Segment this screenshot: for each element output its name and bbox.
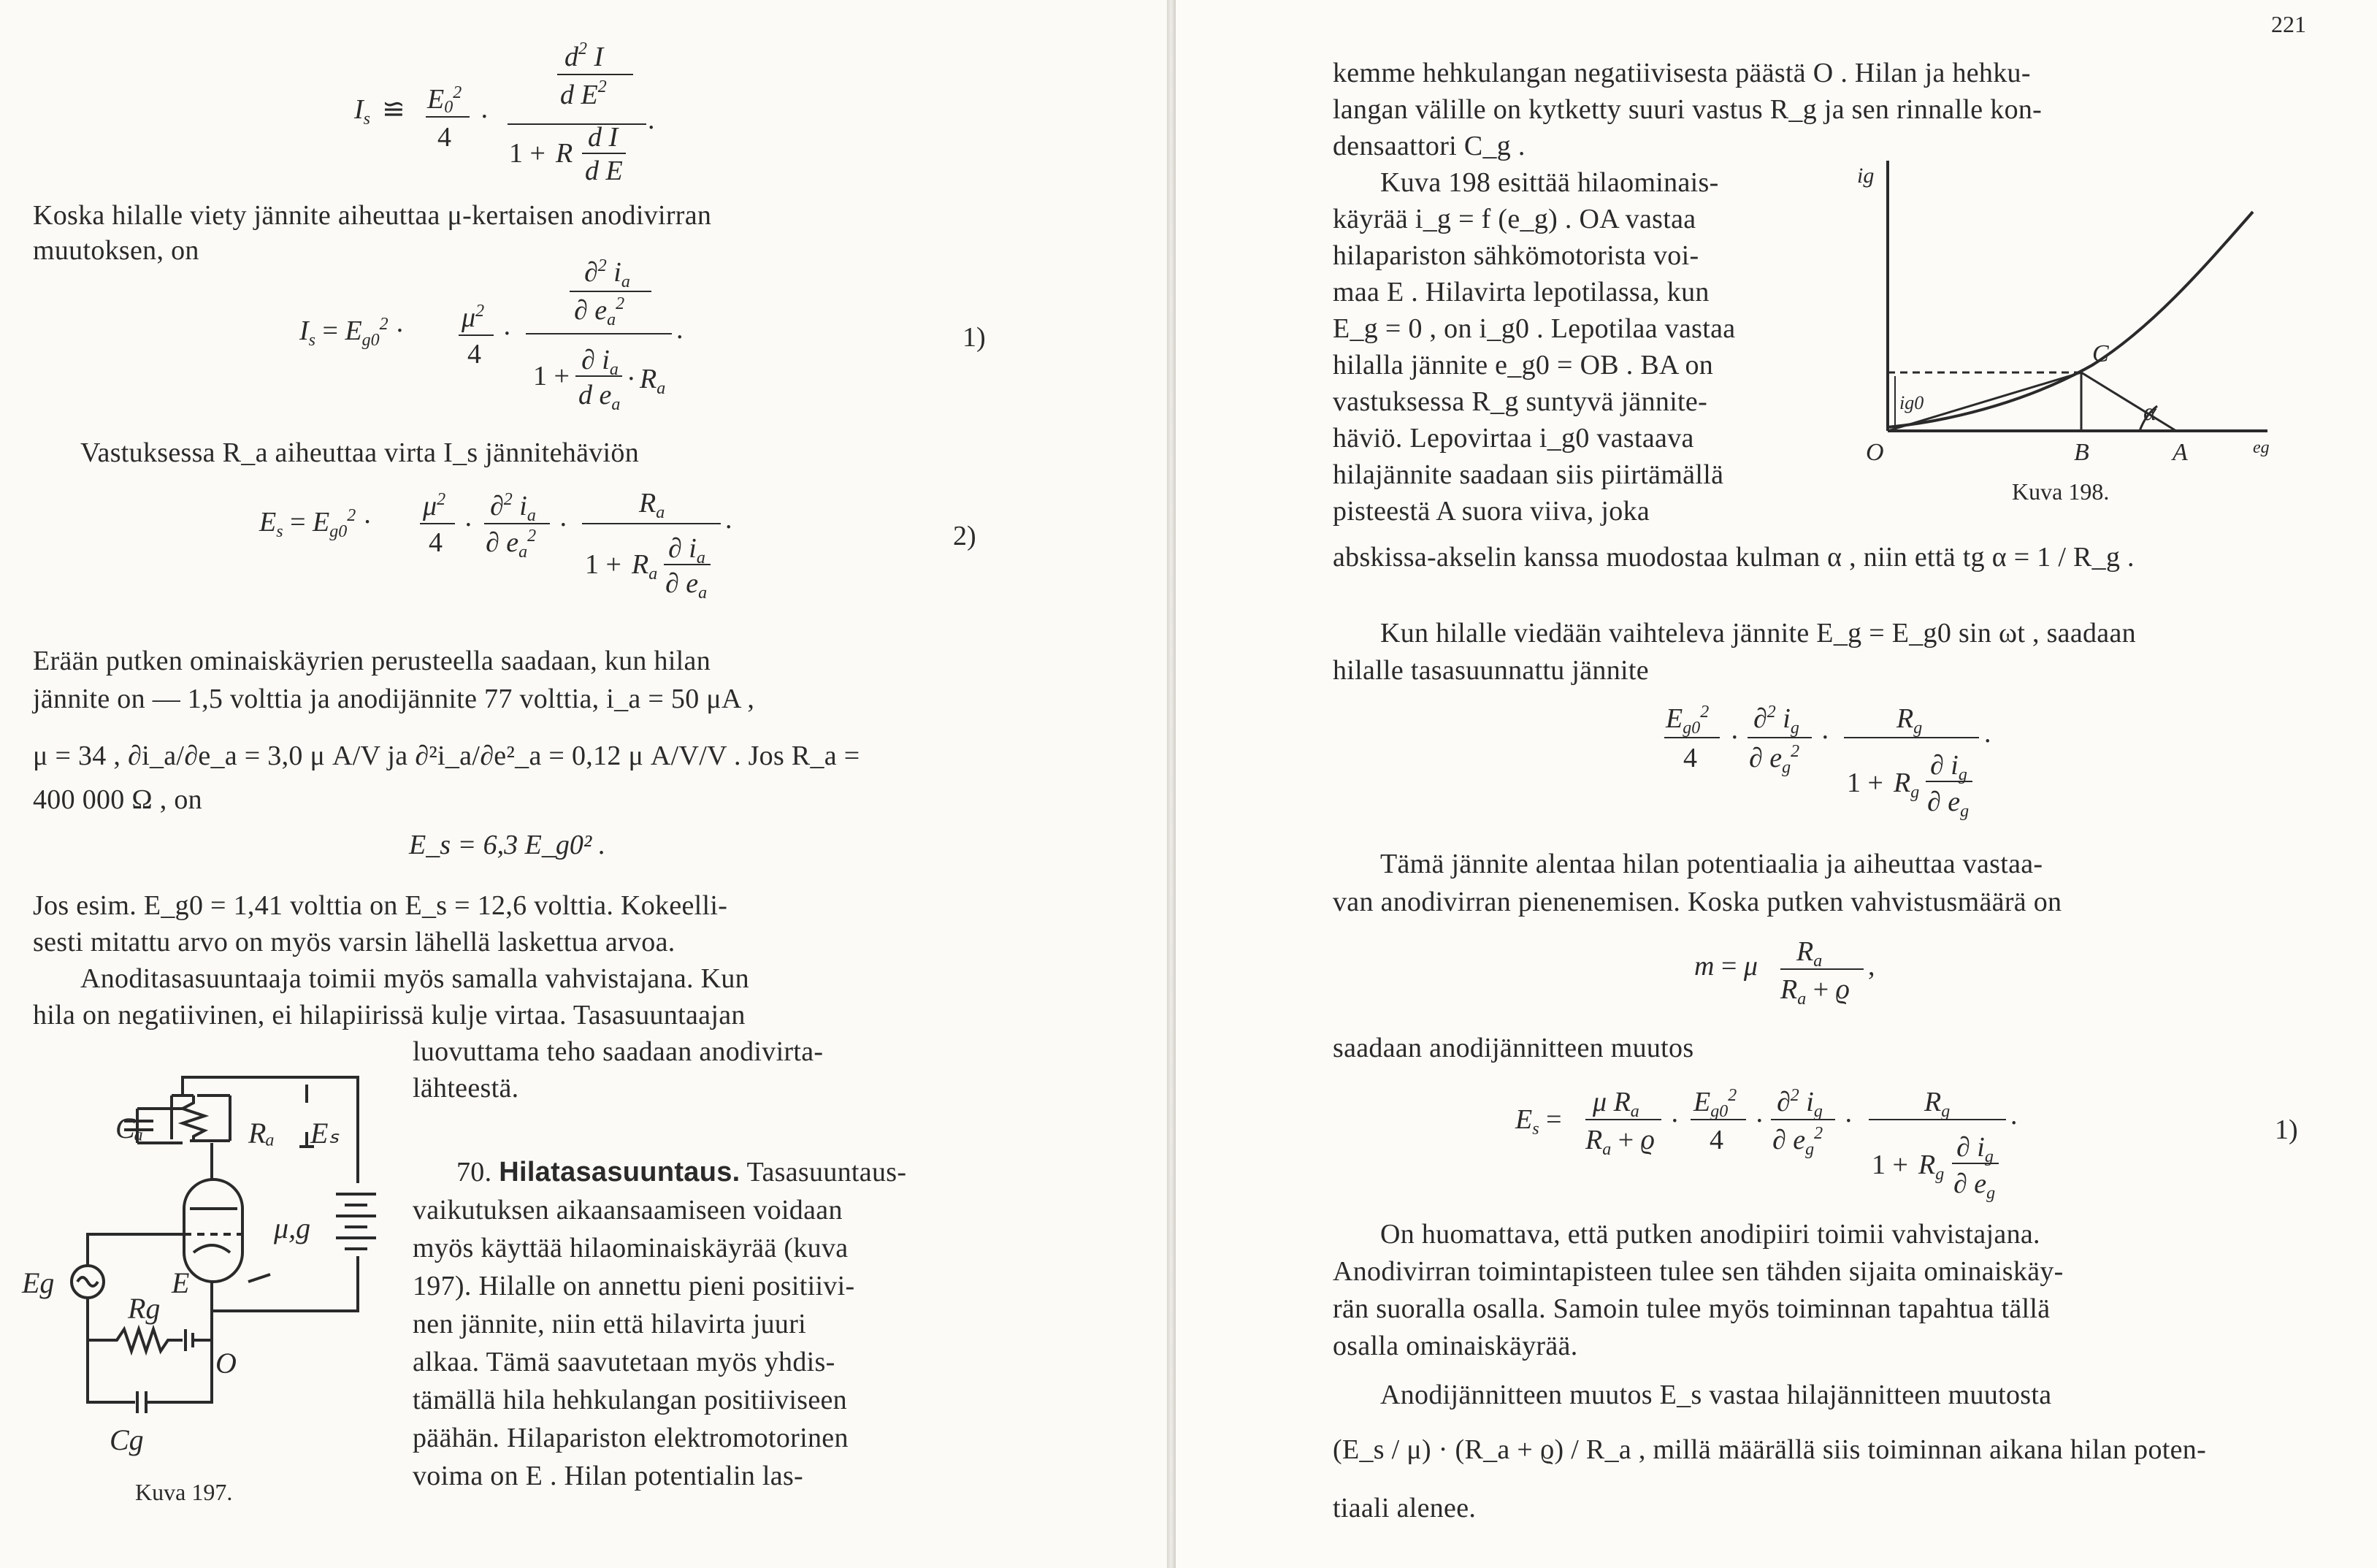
svg-text:μ2: $\mu^2$	[423, 490, 446, 521]
label-eg-axis: eg	[2253, 438, 2270, 457]
svg-text:E02: $E0^2$	[427, 83, 462, 117]
para2: Vastuksessa R_a aiheuttaa virta I_s jännitehäviön	[80, 437, 639, 468]
svg-text:Rg: $R_g$	[1894, 768, 1920, 802]
svg-text:4: 4	[1683, 743, 1697, 773]
svg-text:1 +: 1 +	[585, 549, 621, 580]
para-last-line-2: (E_s / μ) · (R_a + ϱ) / R_a , millä määrällä siis toiminnan aikana hilan poten-	[1333, 1434, 2207, 1465]
svg-text:∂ ea2: ∂ $e_a^2$	[486, 527, 537, 562]
label-e: E	[172, 1266, 190, 1299]
label-cg: Cg	[110, 1423, 144, 1456]
svg-text:Ra: $R_a$	[632, 549, 658, 584]
para4-cont-2: lähteestä.	[413, 1073, 519, 1104]
label-ig0: ig0	[1899, 392, 1924, 413]
intro-line-2: langan välille on kytketty suuri vastus R_g ja sen rinnalle kon-	[1333, 94, 2043, 125]
eq1-label: 1)	[962, 322, 986, 353]
label-eg: Eg	[22, 1266, 55, 1299]
equation-mid	[1661, 694, 2100, 821]
svg-text:Rg: $R_g$	[1924, 1087, 1951, 1121]
para3-line4: 400 000 Ω , on	[33, 784, 202, 815]
grid-characteristic-graph-198	[1844, 146, 2282, 467]
section-title: Hilatasasuuntaus.	[499, 1157, 740, 1188]
wrap-line-9: hilajännite saadaan siis piirtämällä	[1333, 459, 1724, 490]
svg-text:1 +: 1 +	[1847, 768, 1883, 798]
svg-text:Es = Eg02 ·: $E_s = E_{g0}^2$ ·	[259, 506, 372, 541]
label-a: A	[2173, 439, 2188, 466]
para-anod: saadaan anodijännitteen muutos	[1333, 1033, 1694, 1063]
equation-2	[252, 478, 909, 624]
svg-text:∂ eg: ∂ $e_g$	[1927, 787, 1970, 821]
intro-line-1: kemme hehkulangan negatiivisesta päästä O . Hilan ja hehku-	[1333, 58, 2031, 88]
figure-197-caption: Kuva 197.	[135, 1479, 233, 1505]
para-note-line-2: Anodivirran toimintapisteen tulee sen tähden sijaita ominaiskäy-	[1333, 1256, 2064, 1287]
section-line-3: 197). Hilalle on annettu pieni positiivi-	[413, 1271, 855, 1301]
svg-text:∂ ig: ∂ $i_g$	[1930, 750, 1967, 784]
svg-text:μ2: $\mu^2$	[462, 302, 485, 333]
svg-text:4: 4	[467, 339, 481, 370]
svg-text:∂ ig: ∂ $i_g$	[1956, 1132, 1994, 1166]
svg-text:∂ ia: ∂ $i_a$	[581, 345, 619, 379]
wrap-line-1: Kuva 198 esittää hilaominais-	[1380, 167, 1719, 198]
section-line-7: päähän. Hilapariston elektromotorinen	[413, 1423, 849, 1453]
para4-line3: Anoditasasuuntaaja toimii myös samalla vahvistajana. Kun	[80, 963, 749, 994]
svg-text:·: ·	[480, 102, 489, 132]
section-line-4: nen jännite, niin että hilavirta juuri	[413, 1309, 807, 1339]
svg-text:∂2 ia: ∂$^2$ $i_a$	[584, 256, 630, 291]
para-note-line-1: On huomattava, että putken anodipiiri toimii vahvistajana.	[1380, 1219, 2040, 1250]
page-number: 221	[2271, 11, 2306, 37]
svg-text:,: ,	[1868, 951, 1875, 982]
svg-text:d E2: d $E^2$	[560, 77, 607, 110]
figure-198-caption: Kuva 198.	[2012, 478, 2110, 505]
label-o: O	[215, 1347, 237, 1380]
para3-line3: μ = 34 , ∂i_a/∂e_a = 3,0 μ A/V ja ∂²i_a/∂e²_a = 0,12 μ A/V/V . Jos R_a =	[33, 741, 860, 771]
wrap-line-7: vastuksessa R_g suntyvä jännite-	[1333, 386, 1708, 417]
svg-text:·: ·	[1755, 1106, 1764, 1136]
label-rg: Rg	[128, 1292, 161, 1325]
para-eg-line-1: Kun hilalle viedään vaihteleva jännite E_g = E_g0 sin ωt , saadaan	[1380, 618, 2136, 649]
para-last-line-1: Anodijännitteen muutos E_s vastaa hilajännitteen muutosta	[1380, 1380, 2052, 1410]
para1-line1: Koska hilalle viety jännite aiheuttaa μ-kertaisen anodivirran	[33, 200, 712, 231]
svg-text:·: ·	[559, 510, 568, 540]
section-number: 70.	[456, 1157, 492, 1188]
svg-text:≌: ≌	[382, 94, 405, 125]
label-b: B	[2074, 439, 2089, 466]
svg-text:·: ·	[1821, 722, 1830, 753]
para-pot-line-1: Tämä jännite alentaa hilan potentiaalia ja aiheuttaa vastaa-	[1380, 849, 2043, 879]
svg-text:Ra + ϱ: $R_a + ϱ$	[1585, 1125, 1655, 1159]
svg-text:d ea: d $e_a$	[578, 380, 621, 414]
svg-text:.: .	[1984, 718, 1991, 749]
svg-text:R: R	[556, 138, 573, 169]
section-line-5: alkaa. Tämä saavutetaan myös yhdis-	[413, 1347, 835, 1377]
intro-line-3: densaattori C_g .	[1333, 131, 1526, 161]
svg-text:∂2 ia: ∂$^2$ $i_a$	[490, 490, 536, 525]
svg-text:Ra + ϱ: $R_a + ϱ$	[1780, 974, 1850, 1009]
label-ig: ig	[1857, 164, 1875, 188]
svg-text:Rg: $R_g$	[1896, 703, 1923, 738]
wrap-line-5: E_g = 0 , on i_g0 . Lepotilaa vastaa	[1333, 313, 1736, 344]
svg-text:4: 4	[429, 527, 443, 558]
label-origin: O	[1866, 439, 1884, 466]
section-line-1: vaikutuksen aikaansaamiseen voidaan	[413, 1195, 843, 1225]
svg-text:∂ eg2: ∂ $e_g^2$	[1772, 1124, 1823, 1159]
circuit-diagram-197	[7, 1059, 387, 1468]
svg-text:Es =: $E_s$ =	[1515, 1104, 1562, 1139]
formula-top-graphic	[347, 22, 756, 186]
section-line-6: tämällä hila hehkulangan positiiviseen	[413, 1385, 847, 1415]
tg-line: abskissa-akselin kanssa muodostaa kulman α , niin että tg α = 1 / R_g .	[1333, 542, 2135, 573]
wrap-line-3: hilapariston sähkömotorista voi-	[1333, 240, 1699, 271]
svg-text:·: ·	[502, 318, 512, 349]
wrap-line-4: maa E . Hilavirta lepotilassa, kun	[1333, 277, 1710, 307]
section-line-2: myös käyttää hilaominaiskäyrää (kuva	[413, 1233, 849, 1263]
right-page	[1176, 0, 2377, 1568]
para-last-line-3: tiaali alenee.	[1333, 1493, 1477, 1523]
para-note-line-3: rän suoralla osalla. Samoin tulee myös toiminnan tapahtua tällä	[1333, 1293, 2051, 1324]
para-eg-line-2: hilalle tasasuunnattu jännite	[1333, 655, 1649, 686]
para3-line1: Erään putken ominaiskäyrien perusteella saadaan, kun hilan	[33, 646, 711, 676]
wrap-line-10: pisteestä A suora viiva, joka	[1333, 496, 1650, 527]
para4-line2: sesti mitattu arvo on myös varsin lähellä laskettua arvoa.	[33, 927, 675, 957]
para1-line2: muutoksen, on	[33, 235, 199, 266]
svg-text:Is = Eg02 ·: $I_s = E_{g0}^2$ ·	[299, 315, 405, 350]
svg-text:.: .	[725, 504, 732, 535]
svg-text:d E: d E	[585, 156, 623, 186]
para-note-line-4: osalla ominaiskäyrää.	[1333, 1331, 1578, 1361]
svg-text:Eg02: $E_{g0}^2$	[1666, 703, 1710, 738]
svg-text:·: ·	[464, 510, 473, 540]
para-pot-line-2: van anodivirran pienenemisen. Koska putken vahvistusmäärä on	[1333, 887, 2062, 917]
label-c: C	[2092, 340, 2109, 367]
section-heading	[456, 1154, 906, 1190]
wrap-line-8: häviö. Lepovirtaa i_g0 vastaava	[1333, 423, 1694, 454]
svg-text:∂ eg2: ∂ $e_g^2$	[1749, 742, 1800, 777]
svg-text:∂ ea2: ∂ $e_a^2$	[574, 294, 625, 329]
svg-text:Ra: $R_a$	[1796, 936, 1823, 971]
para3-line2: jännite on — 1,5 volttia ja anodijännite 77 volttia, i_a = 50 μA ,	[33, 684, 755, 714]
svg-text:1 +: 1 +	[509, 138, 546, 169]
svg-text:Rg: $R_g$	[1918, 1150, 1945, 1184]
svg-text:·: ·	[627, 364, 636, 394]
svg-text:Eg02: $E_{g0}^2$	[1693, 1086, 1737, 1121]
left-page	[0, 0, 1168, 1568]
svg-text:1 +: 1 +	[533, 361, 570, 391]
label-mug: μ,g	[274, 1212, 311, 1244]
eq2-label: 2)	[953, 521, 976, 551]
wrap-line-2: käyrää i_g = f (e_g) . OA vastaa	[1333, 204, 1696, 234]
label-es: Eₛ	[310, 1117, 340, 1150]
svg-text:.: .	[676, 314, 684, 345]
para4-line4: hila on negatiivinen, ei hilapiirissä kulje virtaa. Tasasuuntaajan	[33, 1000, 746, 1030]
section-first-word: Tasasuuntaus-	[746, 1157, 907, 1188]
svg-text:∂ ia: ∂ $i_a$	[668, 533, 705, 567]
svg-text:4: 4	[437, 122, 451, 153]
para4-cont-1: luovuttama teho saadaan anodivirta-	[413, 1036, 824, 1067]
svg-text:∂ eg: ∂ $e_g$	[1953, 1169, 1996, 1203]
equation-m	[1694, 931, 1986, 1011]
equation-final	[1515, 1077, 2100, 1201]
svg-text:μ Ra: μ $R_a$	[1593, 1087, 1639, 1121]
equation-3: E_s = 6,3 E_g0² .	[409, 830, 606, 860]
para4-line1: Jos esim. E_g0 = 1,41 volttia on E_s = 12,6 volttia. Kokeelli-	[33, 890, 728, 921]
svg-text:1 +: 1 +	[1872, 1150, 1908, 1180]
equation-1	[292, 256, 876, 414]
svg-text:4: 4	[1710, 1125, 1723, 1155]
label-ra: Rₐ	[248, 1117, 275, 1150]
svg-text:d2 I: $d^2$ I	[564, 39, 604, 72]
label-ca: Cₐ	[115, 1112, 144, 1144]
svg-text:m = μ: m = μ	[1694, 951, 1758, 982]
svg-text:Ra: $R_a$	[639, 488, 665, 522]
svg-text:·: ·	[1670, 1106, 1680, 1136]
svg-text:·: ·	[1730, 722, 1739, 753]
wrap-line-6: hilalla jännite e_g0 = OB . BA on	[1333, 350, 1714, 380]
svg-text:∂2 ig: ∂$^2$ $i_g$	[1777, 1086, 1823, 1121]
svg-text:Ra: $R_a$	[640, 364, 666, 398]
section-line-8: voima on E . Hilan potentialin las-	[413, 1461, 804, 1491]
svg-text:∂ ea: ∂ $e_a$	[665, 568, 708, 603]
svg-text:.: .	[648, 104, 655, 135]
svg-text:∂2 ig: ∂$^2$ $i_g$	[1753, 703, 1799, 738]
svg-text:.: .	[2010, 1100, 2018, 1131]
svg-text:·: ·	[1844, 1106, 1853, 1136]
eq-final-label: 1)	[2275, 1114, 2298, 1145]
svg-text:d I: d I	[588, 122, 619, 153]
label-alpha: α	[2143, 399, 2156, 426]
formula-top	[347, 22, 756, 186]
svg-text:Is: $I_s$	[354, 94, 370, 129]
